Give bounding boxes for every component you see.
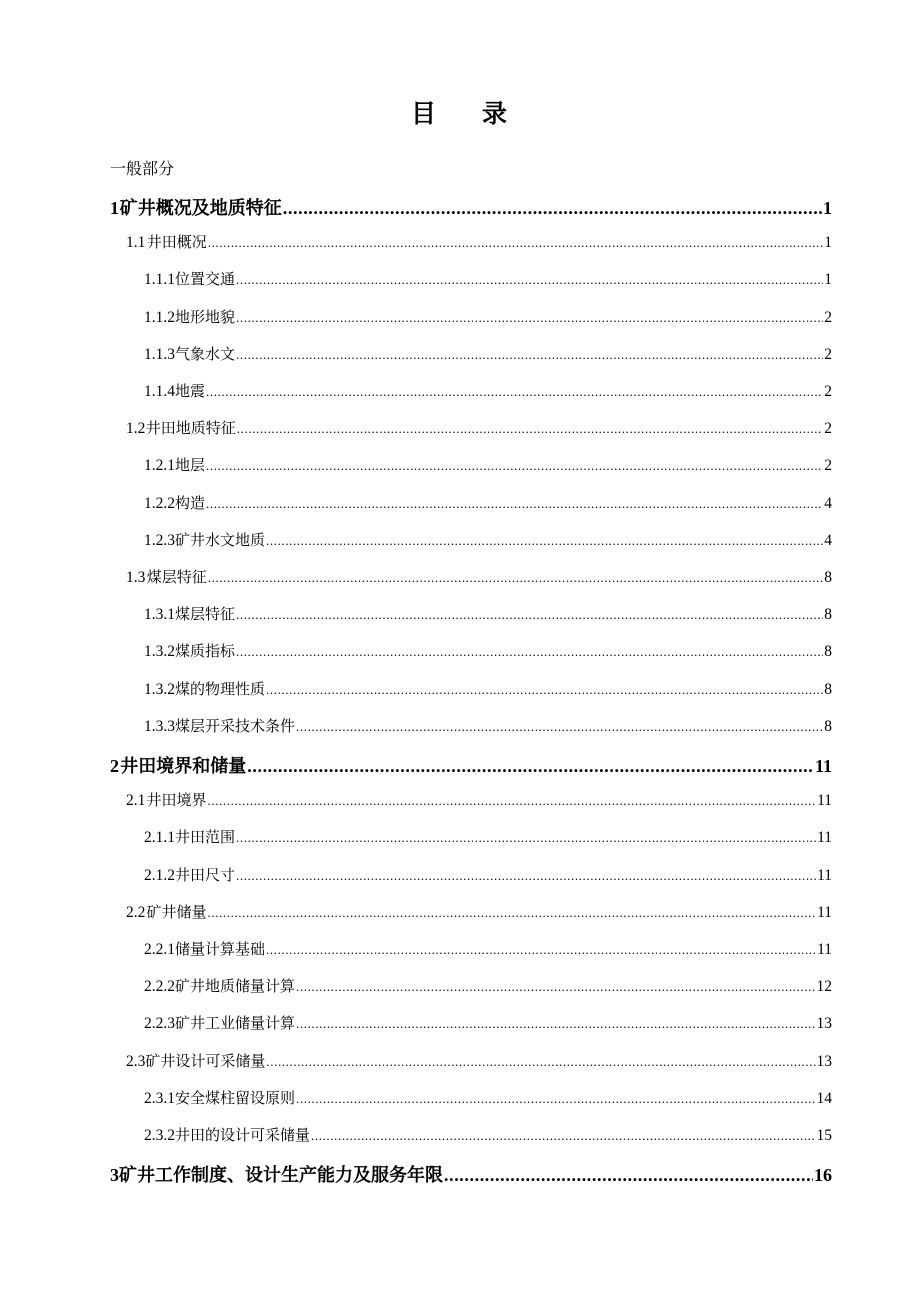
toc-entry-page-number: 8 [824, 643, 832, 661]
toc-entry-title: 井田尺寸 [175, 865, 236, 884]
toc-dot-leader [283, 198, 822, 219]
toc-entry-number: 2.1.2 [144, 866, 175, 884]
toc-entry-title: 矿井储量 [146, 902, 207, 921]
toc-dot-leader [296, 718, 823, 736]
toc-entry-page-number: 12 [816, 978, 832, 996]
toc-entry-title: 矿井工作制度、设计生产能力及服务年限 [119, 1165, 443, 1187]
toc-dot-leader [296, 978, 815, 996]
toc-dot-leader [236, 346, 823, 364]
toc-entry-page-number: 11 [817, 903, 832, 921]
toc-entry-title: 煤质指标 [175, 642, 236, 661]
toc-entry-page-number: 1 [823, 198, 832, 218]
toc-entry-level-2[interactable] [126, 901, 832, 923]
toc-dot-leader [296, 1090, 815, 1108]
toc-dot-leader [266, 941, 816, 959]
toc-entry-title: 矿井水文地质 [175, 530, 266, 549]
toc-entry-page-number: 4 [824, 494, 832, 512]
toc-entry-title: 地层 [175, 456, 206, 475]
toc-entry-page-number: 1 [824, 234, 832, 252]
toc-entry-number: 2 [110, 756, 119, 776]
toc-entry-number: 2.3 [126, 1052, 146, 1070]
toc-entry-page-number: 11 [814, 756, 832, 776]
toc-entry-number: 1.3.1 [144, 606, 175, 624]
toc-entry-level-2[interactable] [126, 231, 832, 253]
toc-entry-level-3[interactable] [144, 603, 832, 625]
toc-entry-level-3[interactable] [144, 380, 832, 402]
toc-entry-level-1[interactable] [110, 1161, 832, 1185]
toc-entry-number: 1.1.2 [144, 308, 175, 326]
toc-entry-number: 1.3 [126, 569, 146, 586]
toc-dot-leader [237, 420, 823, 438]
toc-entry-level-3[interactable] [144, 492, 832, 514]
toc-entry-number: 2.1.1 [144, 829, 175, 847]
toc-entry-level-3[interactable] [144, 1087, 832, 1109]
toc-entry-title: 井田的设计可采储量 [175, 1126, 311, 1144]
toc-entry-level-3[interactable] [144, 1124, 832, 1146]
toc-entry-level-3[interactable] [144, 268, 832, 290]
toc-entry-level-3[interactable] [144, 529, 832, 551]
toc-entry-level-1[interactable] [110, 752, 832, 776]
toc-entry-title: 构造 [175, 493, 206, 512]
toc-entry-title: 煤层特征 [146, 568, 207, 586]
toc-dot-leader [296, 1015, 815, 1033]
toc-dot-leader [208, 904, 817, 922]
toc-entry-number: 2.2.3 [144, 1015, 175, 1033]
toc-entry-level-2[interactable] [126, 417, 832, 439]
toc-entry-page-number: 8 [824, 680, 832, 698]
toc-entry-number: 1.1.1 [144, 271, 175, 289]
toc-entry-page-number: 8 [824, 606, 832, 624]
toc-entry-page-number: 15 [816, 1127, 832, 1144]
toc-dot-leader [236, 829, 816, 847]
toc-entry-level-3[interactable] [144, 826, 832, 848]
toc-entry-level-3[interactable] [144, 864, 832, 886]
title-part-1: 目 [410, 99, 438, 128]
toc-entry-level-3[interactable] [144, 640, 832, 662]
toc-entry-page-number: 11 [817, 792, 832, 810]
toc-entry-title: 储量计算基础 [175, 940, 266, 958]
toc-entry-title: 气象水文 [175, 344, 236, 363]
toc-entry-level-3[interactable] [144, 678, 832, 700]
toc-entry-page-number: 4 [824, 531, 832, 549]
toc-entry-title: 煤层特征 [175, 605, 236, 624]
toc-entry-page-number: 2 [824, 308, 832, 326]
toc-dot-leader [236, 309, 823, 327]
toc-entry-page-number: 13 [816, 1052, 832, 1070]
toc-entry-number: 1.3.2 [144, 643, 175, 661]
toc-entry-title: 安全煤柱留设原则 [175, 1088, 296, 1107]
toc-entry-number: 2.2.2 [144, 978, 175, 996]
toc-entry-number: 1.2.3 [144, 531, 175, 549]
toc-entry-title: 井田境界 [146, 791, 207, 810]
toc-entry-number: 1.2.2 [144, 494, 175, 512]
toc-entry-level-3[interactable] [144, 975, 832, 997]
toc-entry-number: 2.2 [126, 903, 146, 921]
toc-dot-leader [236, 271, 823, 289]
toc-entry-number: 1.3.3 [144, 717, 175, 735]
toc-entry-title: 井田境界和储量 [120, 756, 247, 777]
toc-entry-number: 1.1.3 [144, 345, 175, 363]
toc-entry-level-2[interactable] [126, 566, 832, 588]
toc-dot-leader [206, 495, 823, 513]
toc-entry-page-number: 2 [824, 345, 832, 363]
toc-entry-title: 煤层开采技术条件 [175, 716, 296, 735]
title-part-2: 录 [482, 99, 510, 128]
toc-entry-title: 矿井概况及地质特征 [119, 198, 282, 219]
toc-dot-leader [208, 234, 824, 252]
toc-entry-number: 2.3.2 [144, 1127, 175, 1144]
toc-entry-title: 矿井地质储量计算 [175, 977, 296, 996]
toc-entry-level-2[interactable] [126, 789, 832, 811]
toc-entry-page-number: 2 [824, 420, 832, 438]
toc-entry-title: 地震 [175, 382, 206, 400]
toc-entry-page-number: 11 [817, 829, 832, 847]
toc-entry-title: 位置交通 [175, 270, 236, 289]
toc-entry-level-3[interactable] [144, 1012, 832, 1034]
toc-entry-level-3[interactable] [144, 715, 832, 737]
toc-entry-page-number: 2 [824, 383, 832, 400]
toc-entry-page-number: 2 [824, 457, 832, 475]
toc-dot-leader [236, 867, 816, 885]
toc-dot-leader [206, 457, 823, 475]
toc-dot-leader [206, 383, 823, 401]
toc-dot-leader [444, 1165, 813, 1186]
toc-entry-number: 1.2.1 [144, 457, 175, 475]
toc-entry-level-1[interactable] [110, 194, 832, 218]
toc-entry-title: 矿井设计可采储量 [145, 1051, 266, 1070]
toc-entry-page-number: 1 [824, 271, 832, 289]
toc-dot-leader [208, 792, 817, 810]
toc-dot-leader [247, 756, 814, 777]
toc-entry-page-number: 11 [817, 866, 832, 884]
toc-entry-number: 2.2.1 [144, 941, 175, 958]
toc-entry-title: 矿井工业储量计算 [175, 1014, 296, 1033]
toc-entry-page-number: 8 [824, 569, 832, 586]
toc-dot-leader [266, 532, 823, 550]
toc-dot-leader [266, 1053, 815, 1071]
toc-dot-leader [266, 681, 823, 699]
toc-entry-title: 地形地貌 [175, 307, 236, 326]
toc-entry-page-number: 8 [824, 717, 832, 735]
toc-dot-leader [236, 643, 823, 661]
toc-dot-leader [236, 606, 823, 624]
toc-dot-leader [311, 1127, 815, 1145]
toc-entry-number: 1.3.2 [144, 680, 175, 698]
toc-entry-level-2[interactable] [126, 1050, 832, 1072]
toc-entry-level-3[interactable] [144, 343, 832, 365]
toc-entry-title: 井田范围 [175, 828, 236, 847]
section-label: 一般部分 [110, 159, 175, 178]
toc-entry-number: 1.1.4 [144, 383, 175, 400]
toc-dot-leader [208, 569, 824, 587]
page-title [0, 94, 920, 130]
toc-entry-level-3[interactable] [144, 306, 832, 328]
toc-entry-level-3[interactable] [144, 938, 832, 960]
toc-entry-number: 1.2 [126, 420, 146, 438]
toc-entry-page-number: 16 [814, 1165, 832, 1186]
toc-entry-title: 井田概况 [146, 233, 207, 252]
toc-entry-number: 2.3.1 [144, 1089, 175, 1107]
toc-entry-page-number: 13 [816, 1015, 832, 1033]
toc-entry-title: 井田地质特征 [145, 419, 236, 438]
toc-entry-number: 1.1 [126, 234, 146, 252]
toc-entry-number: 1 [110, 198, 119, 218]
toc-entry-level-3[interactable] [144, 454, 832, 476]
toc-entry-page-number: 11 [817, 941, 832, 958]
toc-entry-page-number: 14 [816, 1089, 832, 1107]
toc-entry-title: 煤的物理性质 [175, 679, 266, 698]
toc-entry-number: 2.1 [126, 792, 146, 810]
toc-entry-number: 3 [110, 1165, 119, 1186]
